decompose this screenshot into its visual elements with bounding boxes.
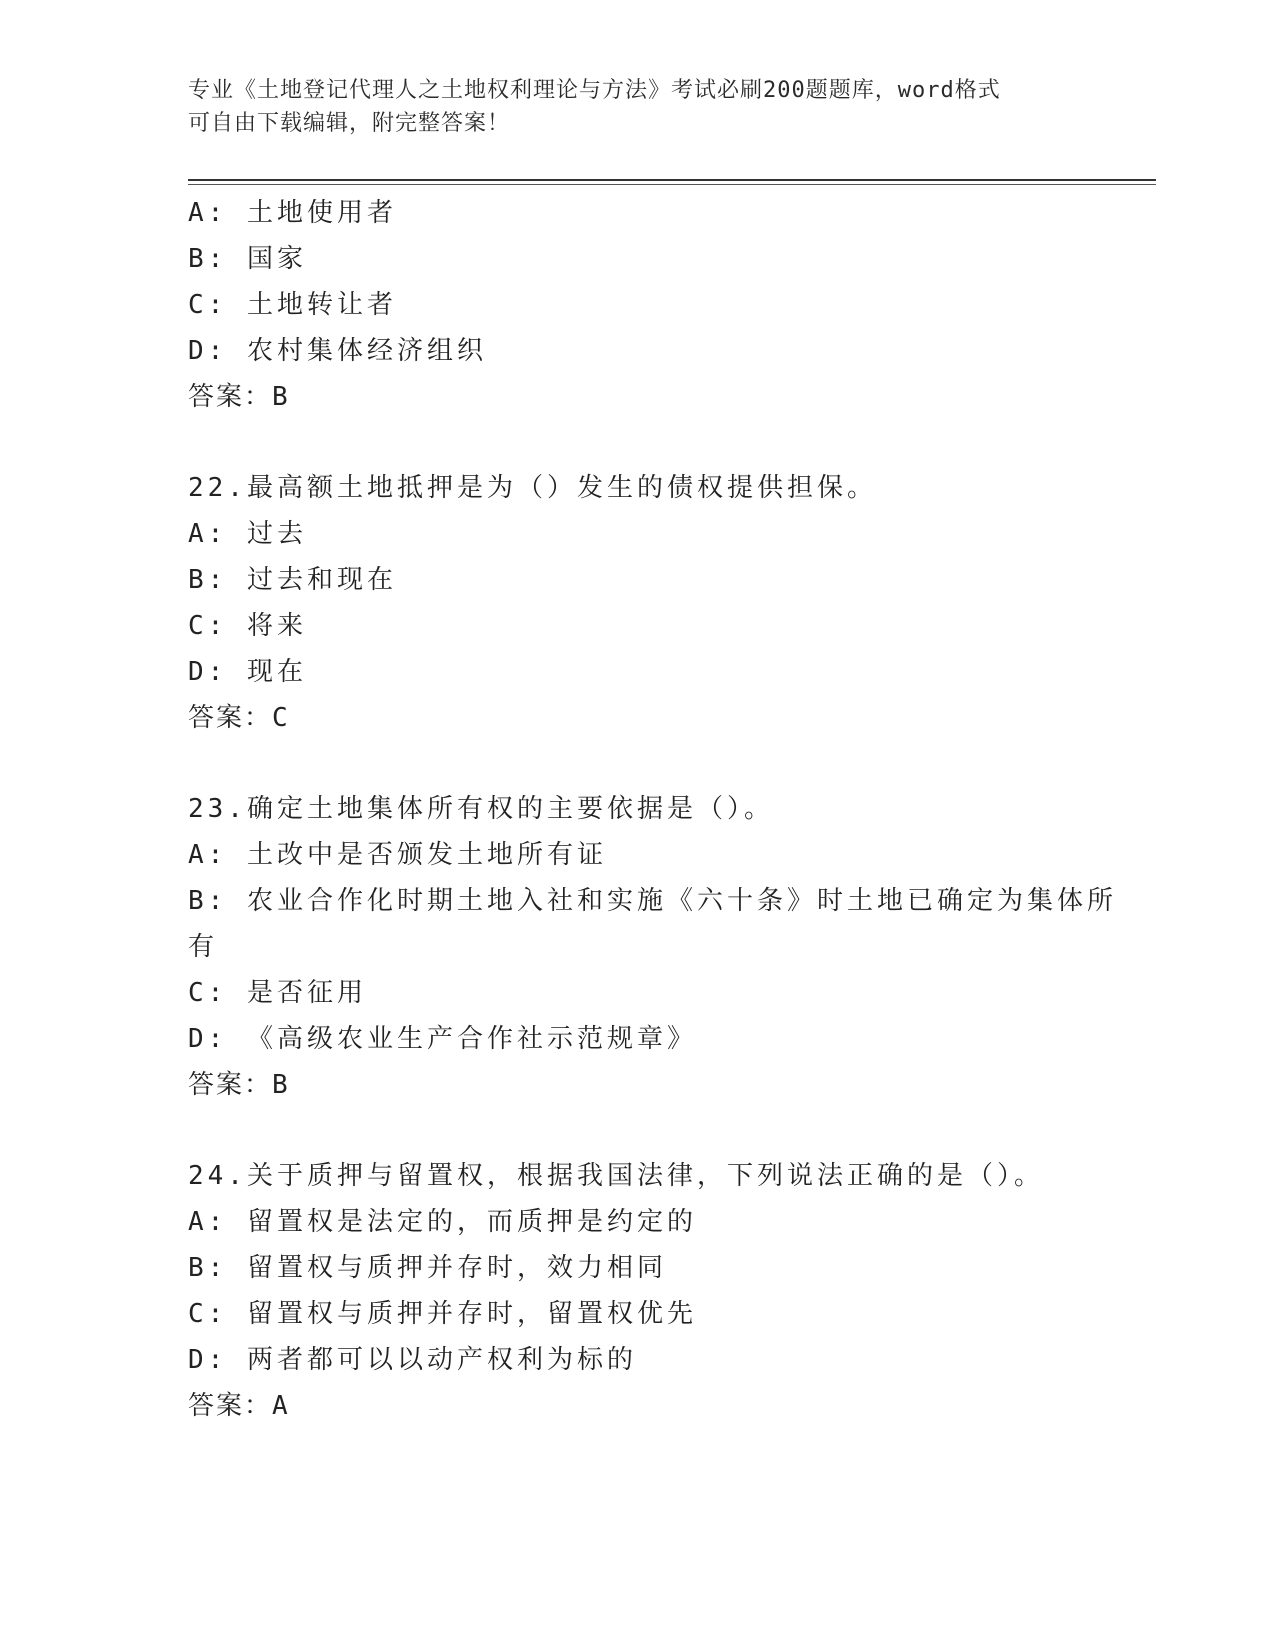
option-b: B: 过去和现在 [188,565,397,595]
answer-value: B [272,1070,290,1100]
question-spacer [188,420,1088,465]
question-spacer [188,741,1088,786]
header-divider-thick [188,179,1156,181]
answer-value: A [272,1391,290,1421]
question-block-21 [188,190,1088,420]
question-stem: 22.最高额土地抵押是为（）发生的债权提供担保。 [188,473,877,503]
question-stem: 24.关于质押与留置权，根据我国法律，下列说法正确的是（）。 [188,1161,1044,1191]
answer-line: 答案：C [188,703,290,733]
question-spacer [188,1108,1088,1153]
option-b-continuation: 有 [188,932,219,962]
option-a: A: 土改中是否颁发土地所有证 [188,840,607,870]
question-list [188,190,1117,1429]
option-b: B: 农业合作化时期土地入社和实施《六十条》时土地已确定为集体所 [188,886,1117,916]
option-b: B: 国家 [188,244,307,274]
option-c: C: 土地转让者 [188,290,397,320]
question-stem: 23.确定土地集体所有权的主要依据是（）。 [188,794,774,824]
header-title-line-2: 可自由下载编辑，附完整答案！ [188,111,511,136]
answer-value: B [272,382,290,412]
option-c: C: 留置权与质押并存时，留置权优先 [188,1299,697,1329]
header-title-line-1: 专业《土地登记代理人之土地权利理论与方法》考试必刷200题题库，word格式 [188,78,1001,103]
option-a: A: 过去 [188,519,307,549]
option-b: B: 留置权与质押并存时，效力相同 [188,1253,667,1283]
option-d: D: 《高级农业生产合作社示范规章》 [188,1024,697,1054]
option-a: A: 留置权是法定的，而质押是约定的 [188,1207,697,1237]
answer-value: C [272,703,290,733]
question-block-22 [188,465,1088,741]
header-divider-thin [188,184,1156,185]
document-header [188,74,1068,140]
option-d: D: 农村集体经济组织 [188,336,487,366]
question-block-24 [188,1153,1088,1429]
option-a: A: 土地使用者 [188,198,397,228]
option-c: C: 是否征用 [188,978,367,1008]
option-d: D: 两者都可以以动产权利为标的 [188,1345,637,1375]
answer-line: 答案：A [188,1391,290,1421]
answer-line: 答案：B [188,1070,290,1100]
option-d: D: 现在 [188,657,307,687]
option-c: C: 将来 [188,611,307,641]
answer-line: 答案：B [188,382,290,412]
question-block-23 [188,786,1117,1108]
